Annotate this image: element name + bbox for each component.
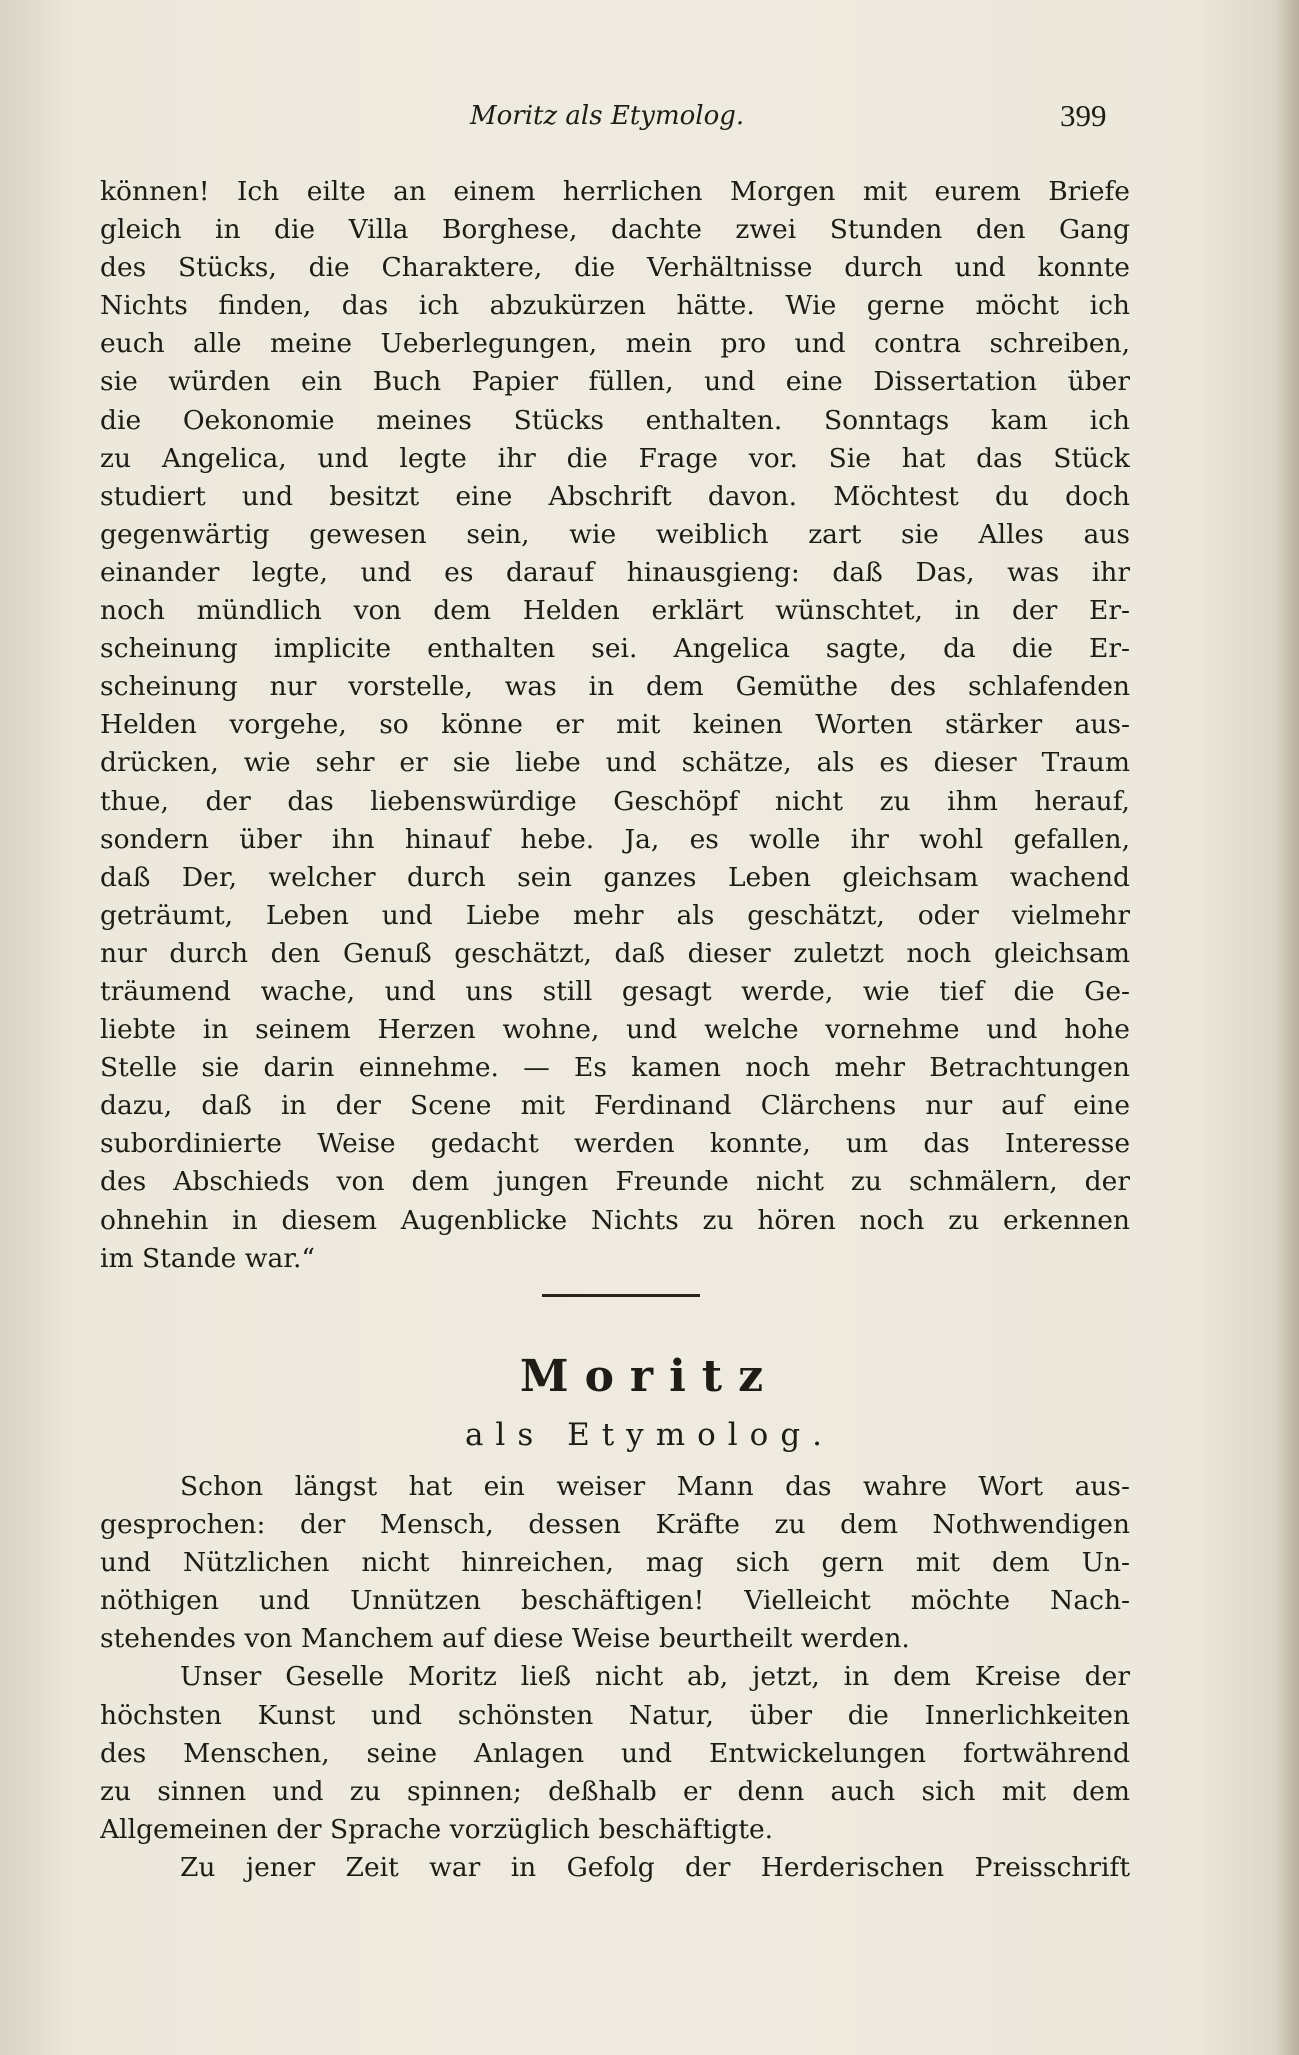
text-line: Unser Geselle Moritz ließ nicht ab, jetzt, in dem Kreise der — [180, 1661, 1130, 1693]
text-line: geträumt, Leben und Liebe mehr als geschätzt, oder vielmehr — [100, 899, 1130, 931]
text-line: nur durch den Genuß geschätzt, daß dieser zuletzt noch gleichsam — [100, 937, 1130, 969]
text-line: höchsten Kunst und schönsten Natur, über die Innerlichkeiten — [100, 1699, 1130, 1731]
text-line: Stelle sie darin einnehme. — Es kamen noch mehr Betrachtungen — [100, 1052, 1130, 1084]
text-line: noch mündlich von dem Helden erklärt wünschtet, in der Er- — [100, 595, 1130, 627]
continued-letter-text — [100, 173, 1130, 1278]
text-line: einander legte, und es darauf hinausgieng: daß Das, was ihr — [100, 556, 1130, 588]
text-line: daß Der, welcher durch sein ganzes Leben gleichsam wachend — [100, 861, 1130, 893]
text-line: Helden vorgehe, so könne er mit keinen Worten stärker aus- — [100, 709, 1130, 741]
text-line: euch alle meine Ueberlegungen, mein pro und contra schreiben, — [100, 328, 1130, 360]
page-edge-shadow — [1275, 0, 1299, 2055]
text-line: und Nützlichen nicht hinreichen, mag sich gern mit dem Un- — [100, 1547, 1130, 1579]
text-line: studiert und besitzt eine Abschrift davon. Möchtest du doch — [100, 480, 1130, 512]
text-line: gegenwärtig gewesen sein, wie weiblich zart sie Alles aus — [100, 518, 1130, 550]
text-line: die Oekonomie meines Stücks enthalten. Sonntags kam ich — [100, 404, 1130, 436]
text-line: liebte in seinem Herzen wohne, und welche vornehme und hohe — [100, 1014, 1130, 1046]
text-line: scheinung implicite enthalten sei. Angelica sagte, da die Er- — [100, 633, 1130, 665]
text-line: des Abschieds von dem jungen Freunde nicht zu schmälern, der — [100, 1166, 1130, 1198]
text-line: sie würden ein Buch Papier füllen, und eine Dissertation über — [100, 366, 1130, 398]
text-line: scheinung nur vorstelle, was in dem Gemüthe des schlafenden — [100, 671, 1130, 703]
text-line: Zu jener Zeit war in Gefolg der Herderischen Preisschrift — [180, 1851, 1130, 1883]
text-line: Nichts finden, das ich abzukürzen hätte. Wie gerne möcht ich — [100, 290, 1130, 322]
section-body-text — [100, 1468, 1130, 1887]
text-line: sondern über ihn hinauf hebe. Ja, es wolle ihr wohl gefallen, — [100, 823, 1130, 855]
text-line: dazu, daß in der Scene mit Ferdinand Clärchens nur auf eine — [100, 1090, 1130, 1122]
text-line: können! Ich eilte an einem herrlichen Morgen mit eurem Briefe — [100, 176, 1130, 207]
running-head — [0, 96, 1299, 136]
text-line: drücken, wie sehr er sie liebe und schätze, als es dieser Traum — [100, 747, 1130, 779]
text-line: stehendes von Manchem auf diese Weise beurtheilt werden. — [100, 1623, 910, 1655]
section-title: Moritz — [519, 1351, 780, 1402]
text-line: träumend wache, und uns still gesagt werde, wie tief die Ge- — [100, 975, 1130, 1007]
text-line: subordinierte Weise gedacht werden konnte, um das Interesse — [100, 1128, 1130, 1160]
text-line: thue, der das liebenswürdige Geschöpf nicht zu ihm herauf, — [100, 785, 1130, 817]
text-line: zu sinnen und zu spinnen; deßhalb er denn auch sich mit dem — [100, 1775, 1130, 1807]
text-line: nöthigen und Unnützen beschäftigen! Vielleicht möchte Nach- — [100, 1585, 1130, 1617]
page-number: 399 — [1060, 98, 1107, 133]
text-line: Allgemeinen der Sprache vorzüglich beschäftigte. — [100, 1813, 774, 1845]
text-line: des Menschen, seine Anlagen und Entwickelungen fortwährend — [100, 1737, 1130, 1769]
text-line: des Stücks, die Charaktere, die Verhältnisse durch und konnte — [100, 252, 1130, 284]
text-line: ohnehin in diesem Augenblicke Nichts zu hören noch zu erkennen — [100, 1204, 1130, 1236]
section-divider — [542, 1294, 700, 1297]
text-line: zu Angelica, und legte ihr die Frage vor. Sie hat das Stück — [100, 442, 1130, 474]
text-line: gesprochen: der Mensch, dessen Kräfte zu dem Nothwendigen — [100, 1509, 1130, 1541]
text-line: Schon längst hat ein weiser Mann das wahre Wort aus- — [180, 1471, 1130, 1502]
text-line: gleich in die Villa Borghese, dachte zwei Stunden den Gang — [100, 214, 1130, 246]
text-line: im Stande war.“ — [100, 1242, 315, 1274]
running-title: Moritz als Etymolog. — [470, 101, 745, 131]
section-subtitle: als Etymolog. — [464, 1417, 835, 1453]
